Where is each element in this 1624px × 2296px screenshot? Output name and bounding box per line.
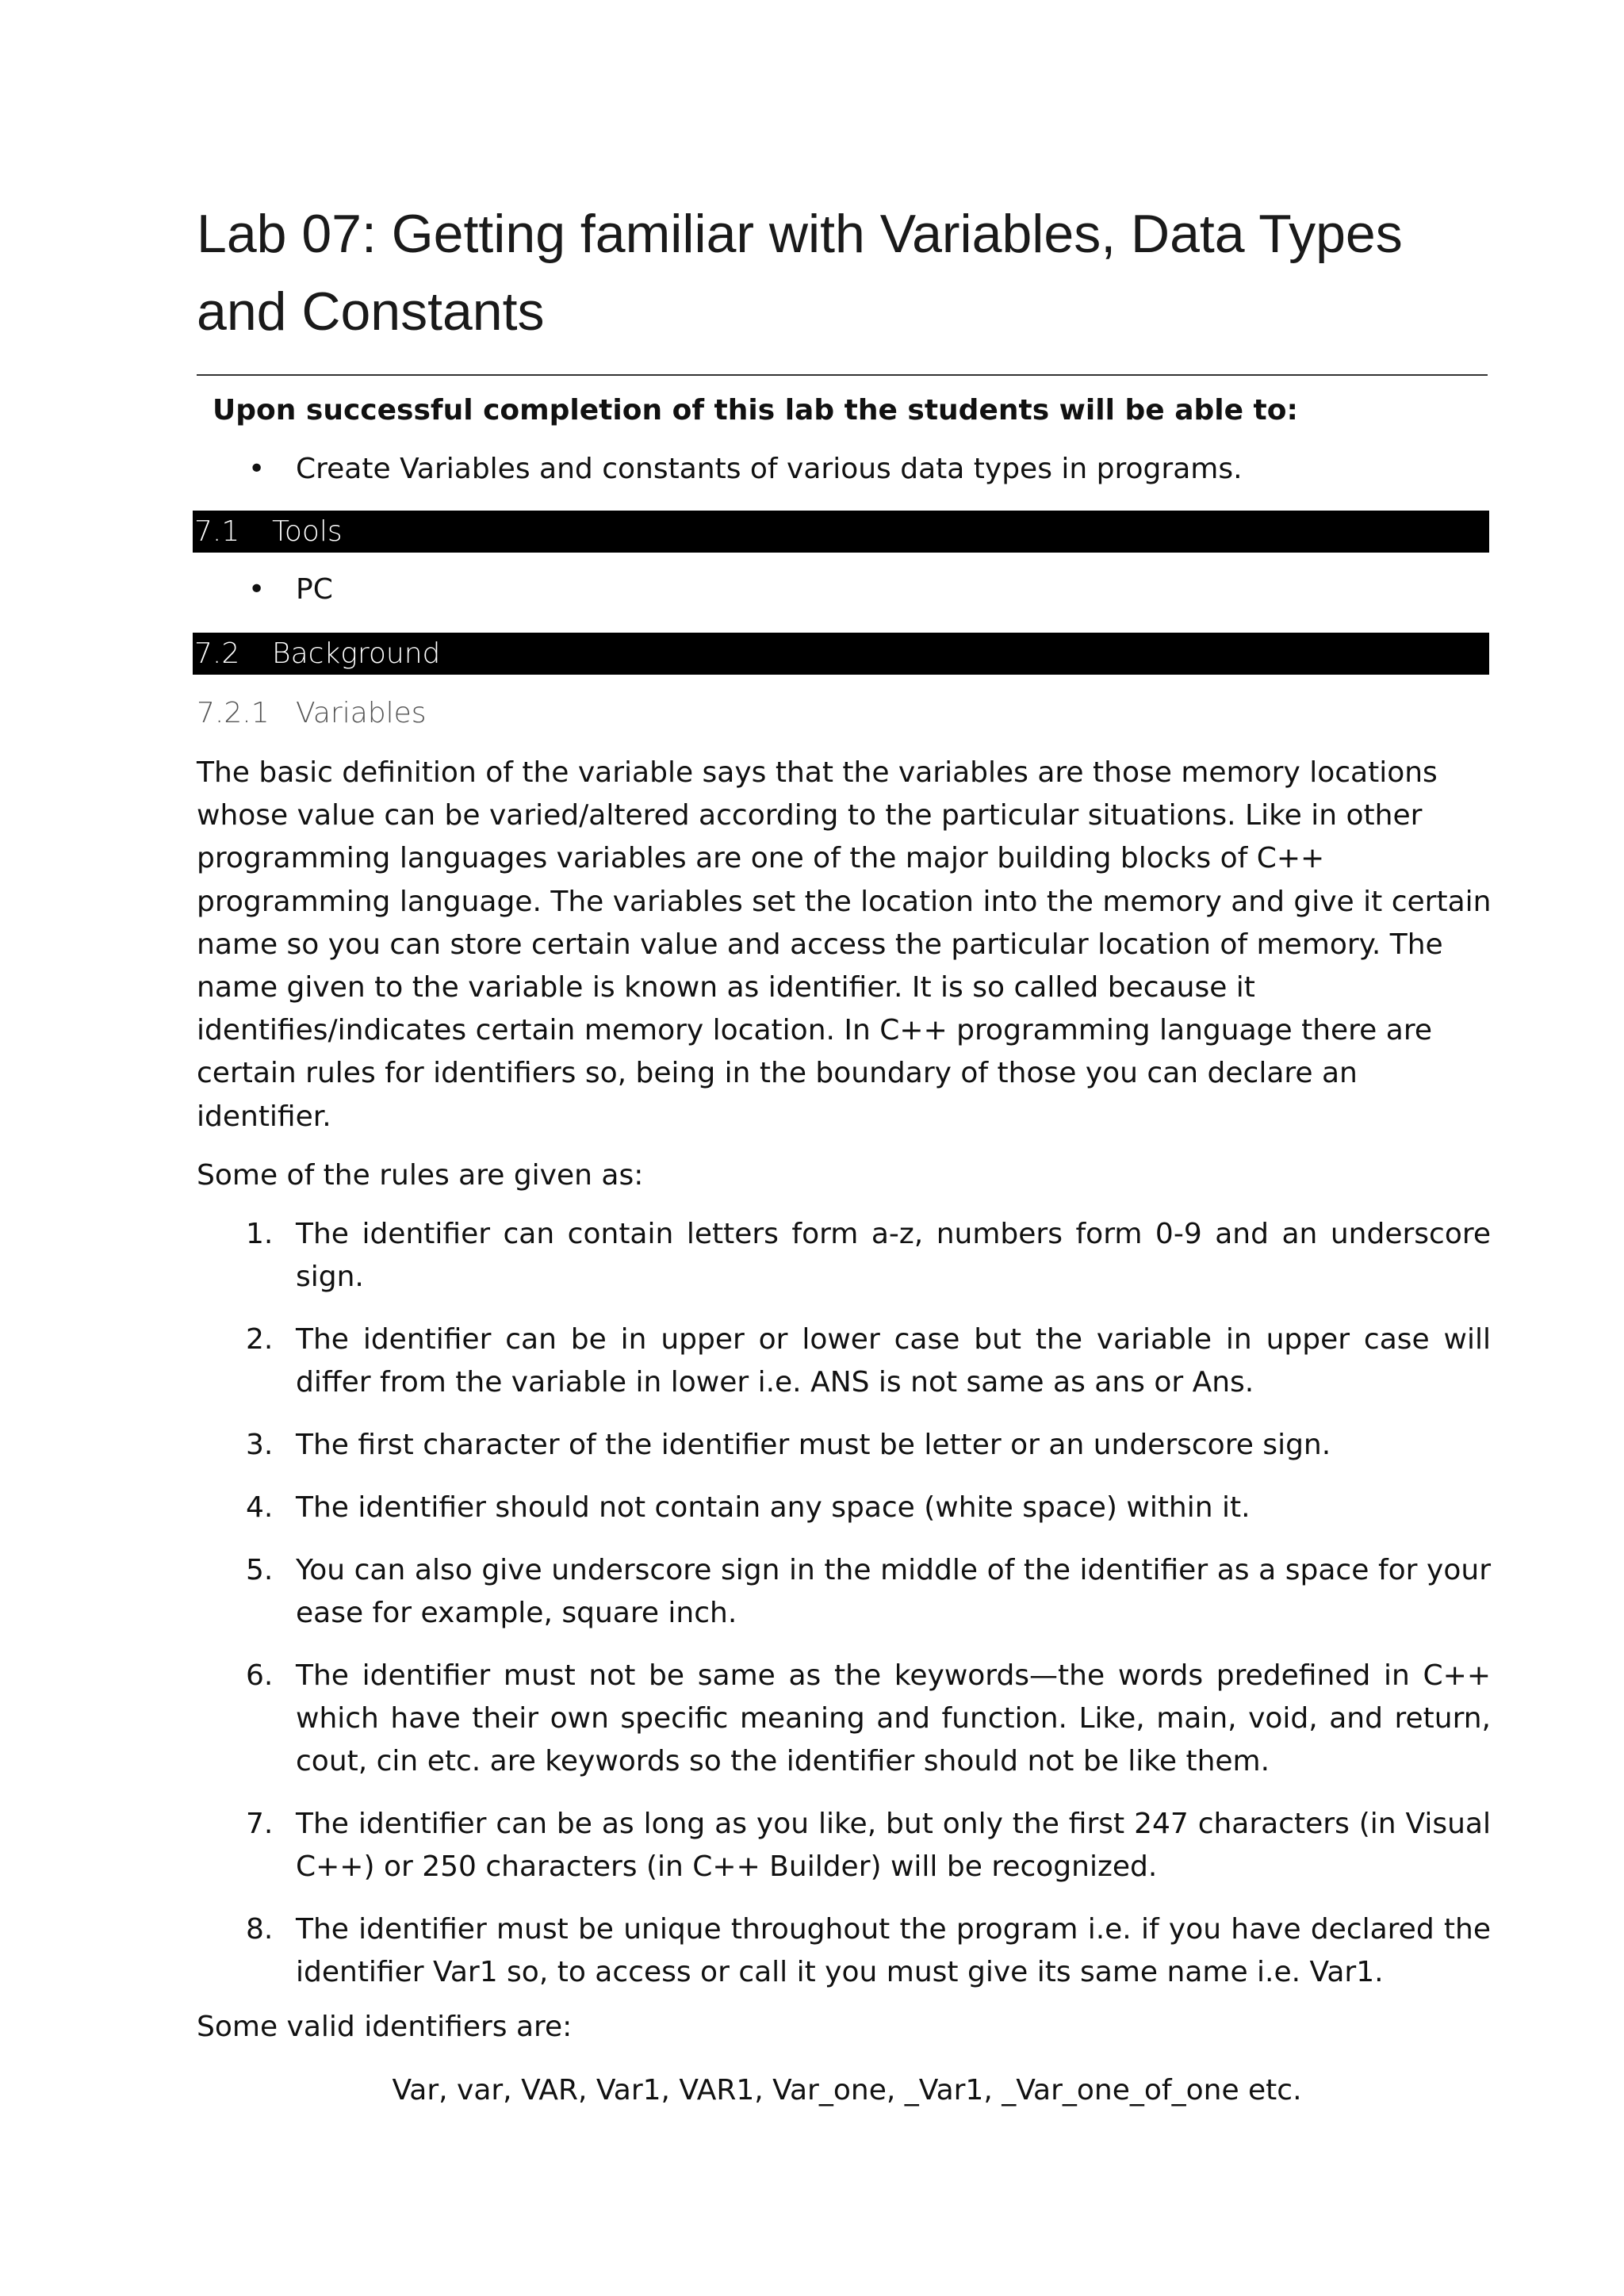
valid-identifiers-intro: Some valid identifiers are: [197, 2011, 573, 2043]
rule-text: The identifier can be as long as you like, but only the first 247 characters (in Visual C++) or 250 characters (in C++ Builder) will be recognized. [296, 1808, 1491, 1883]
rule-number: 7. [246, 1808, 274, 1840]
rule-number: 2. [246, 1323, 274, 1356]
rule-number: 3. [246, 1429, 274, 1461]
rule-number: 6. [246, 1659, 274, 1692]
rule-number: 8. [246, 1913, 274, 1946]
definition-paragraph: The basic definition of the variable says that the variables are those memory locations whose value can be varied/altered according to the particular situations. Like in other programming languages variables are one of the major building blocks of C++ programming language. The variables set the location into the memory and give it certain name so you can store certain value and access the particular location of memory. The name given to the variable is known as identifier. It is so called because it identifies/indicates certain memory location. In C++ programming language there are certain rules for identifiers so, being in the boundary of those you can declare an identifier. [197, 756, 1492, 1133]
title-divider [197, 374, 1488, 376]
list-item-text: Create Variables and constants of various data types in programs. [296, 453, 1243, 485]
page-title: Lab 07: Getting familiar with Variables, Data Types and Constants [197, 204, 1403, 342]
rule-number: 1. [246, 1218, 274, 1250]
section-label: Tools [272, 515, 343, 548]
rule-text: You can also give underscore sign in the middle of the identifier as a space for your ease for example, square inch. [296, 1554, 1491, 1629]
list-item [197, 1424, 1491, 1467]
bullet-icon: • [248, 453, 266, 485]
bullet-icon: • [248, 573, 266, 606]
list-item [197, 1908, 1491, 1994]
section-label: Background [272, 637, 441, 670]
rule-number: 4. [246, 1491, 274, 1524]
list-item [248, 569, 333, 610]
list-item [197, 1655, 1491, 1783]
list-item [197, 1803, 1491, 1888]
list-item [248, 449, 1243, 490]
list-item [197, 1549, 1491, 1635]
subsection-number: 7.2.1 [197, 697, 270, 729]
rule-text: The identifier must not be same as the keywords—the words predefined in C++ which have their own specific meaning and function. Like, main, void, and return, cout, cin etc. are keywords so the identifier should not be like them. [296, 1659, 1491, 1777]
section-heading-background [193, 633, 1489, 675]
rule-number: 5. [246, 1554, 274, 1586]
subsection-label: Variables [296, 697, 427, 729]
list-item [197, 1487, 1491, 1529]
rule-text: The identifier can contain letters form a-z, numbers form 0-9 and an underscore sign. [296, 1218, 1491, 1293]
tools-list [248, 569, 333, 610]
rules-intro: Some of the rules are given as: [197, 1159, 644, 1192]
rule-text: The identifier should not contain any space (white space) within it. [296, 1491, 1251, 1524]
section-heading-tools [193, 511, 1489, 553]
rules-list [197, 1213, 1491, 2014]
objectives-heading: Upon successful completion of this lab the students will be able to: [213, 394, 1298, 427]
objectives-list [248, 449, 1243, 490]
list-item [197, 1213, 1491, 1299]
section-number: 7.2 [194, 637, 240, 670]
list-item-text: PC [296, 573, 333, 606]
section-number: 7.1 [194, 515, 240, 548]
list-item [197, 1318, 1491, 1404]
rule-text: The identifier can be in upper or lower case but the variable in upper case will differ from the variable in lower i.e. ANS is not same as ans or Ans. [296, 1323, 1491, 1399]
rule-text: The first character of the identifier must be letter or an underscore sign. [296, 1429, 1331, 1461]
valid-identifiers-examples: Var, var, VAR, Var1, VAR1, Var_one, _Var1, _Var_one_of_one etc. [392, 2074, 1302, 2107]
rule-text: The identifier must be unique throughout the program i.e. if you have declared the identifier Var1 so, to access or call it you must give its same name i.e. Var1. [296, 1913, 1491, 1988]
